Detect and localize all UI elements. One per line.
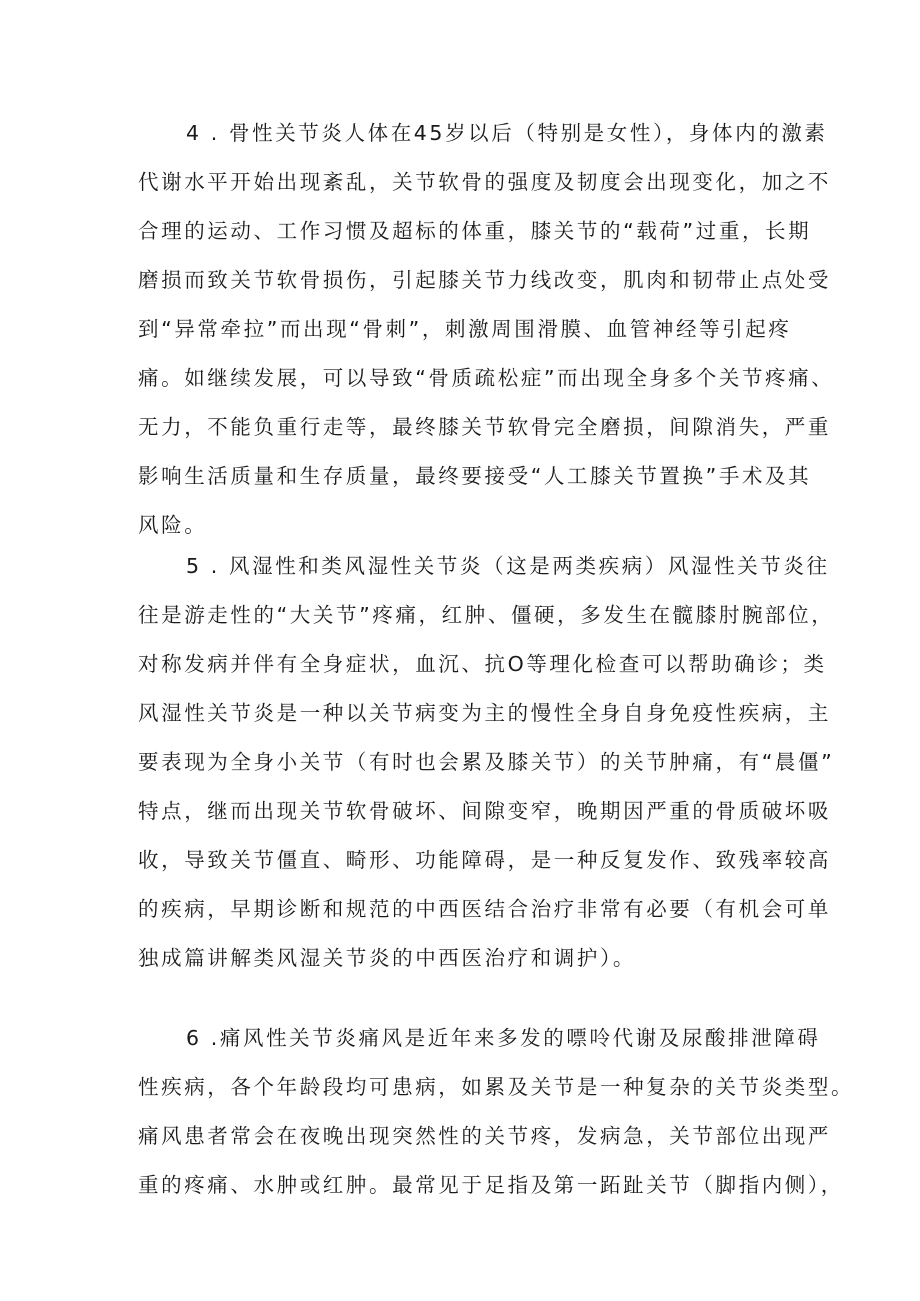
paragraph-6-line-1: 6 .痛风性关节炎痛风是近年来多发的嘌呤代谢及尿酸排泄障碍 <box>186 1026 821 1050</box>
paragraph-4-line-2: 代谢水平开始出现紊乱，关节软骨的强度及韧度会出现变化，加之不 <box>138 170 831 194</box>
paragraph-4-line-6: 痛。如继续发展，可以导致“骨质疏松症”而出现全身多个关节疼痛、 <box>138 366 835 390</box>
paragraph-4-line-4: 磨损而致关节软骨损伤，引起膝关节力线改变，肌肉和韧带止点处受 <box>138 268 831 292</box>
paragraph-4-line-8: 影响生活质量和生存质量，最终要接受“人工膝关节置换”手术及其 <box>138 464 812 488</box>
paragraph-4-line-9: 风险。 <box>138 513 208 537</box>
paragraph-5-line-2: 往是游走性的“大关节”疼痛，红肿、僵硬，多发生在髋膝肘腕部位， <box>138 603 835 627</box>
paragraph-6-line-2: 性疾病，各个年龄段均可患病，如累及关节是一种复杂的关节炎类型。 <box>138 1075 855 1099</box>
paragraph-5-line-1: 5 . 风湿性和类风湿性关节炎（这是两类疾病）风湿性关节炎往 <box>186 554 830 578</box>
paragraph-5-line-4: 风湿性关节炎是一种以关节病变为主的慢性全身自身免疫性疾病，主 <box>138 701 831 725</box>
paragraph-5-line-7: 收，导致关节僵直、畸形、功能障碍，是一种反复发作、致残率较高 <box>138 848 831 872</box>
paragraph-6-line-4: 重的疼痛、水肿或红肿。最常见于足指及第一跖趾关节（脚指内侧）， <box>138 1173 844 1197</box>
paragraph-4-line-5: 到“异常牵拉”而出现“骨刺”，刺激周围滑膜、血管神经等引起疼 <box>138 317 792 341</box>
paragraph-5-line-3: 对称发病并伴有全身症状，血沉、抗O等理化检查可以帮助确诊；类 <box>138 652 827 676</box>
paragraph-4-line-1: 4 . 骨性关节炎人体在45岁以后（特别是女性），身体内的激素 <box>186 121 828 145</box>
paragraph-5-line-9: 独成篇讲解类风湿关节炎的中西医治疗和调护）。 <box>138 946 636 970</box>
paragraph-4-line-3: 合理的运动、工作习惯及超标的体重，膝关节的“载荷”过重，长期 <box>138 219 812 243</box>
paragraph-5-line-5: 要表现为全身小关节（有时也会累及膝关节）的关节肿痛，有“晨僵” <box>138 750 835 774</box>
paragraph-4-line-7: 无力，不能负重行走等，最终膝关节软骨完全磨损，间隙消失，严重 <box>138 415 831 439</box>
paragraph-6-line-3: 痛风患者常会在夜晚出现突然性的关节疼，发病急，关节部位出现严 <box>138 1124 831 1148</box>
paragraph-5-line-8: 的疾病，早期诊断和规范的中西医结合治疗非常有必要（有机会可单 <box>138 897 831 921</box>
paragraph-5-line-6: 特点，继而出现关节软骨破坏、间隙变窄，晚期因严重的骨质破坏吸 <box>138 799 831 823</box>
